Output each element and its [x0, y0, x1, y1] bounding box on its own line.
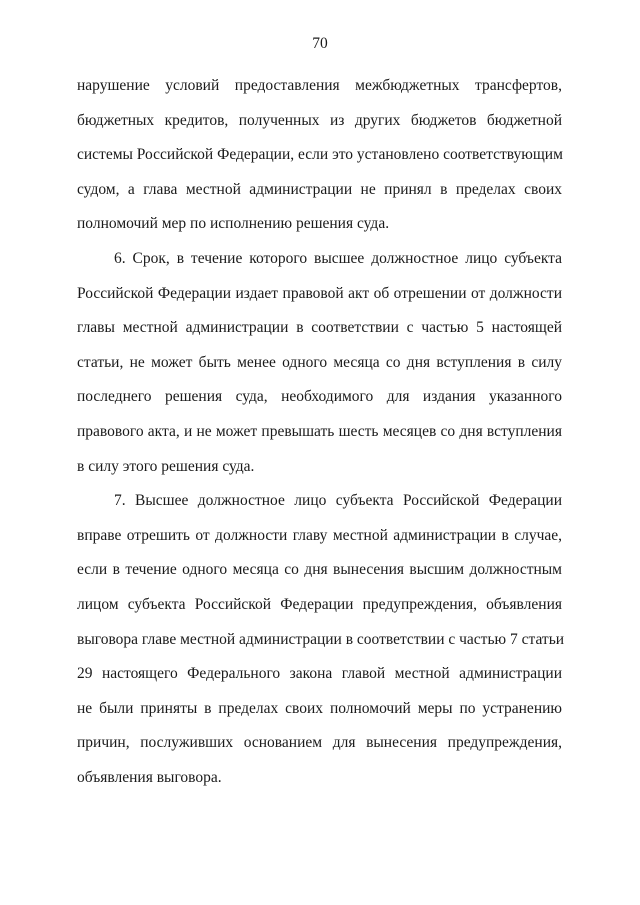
text-line: выговора главе местной администрации в соответствии с частью 7 статьи	[77, 630, 565, 648]
text-line: бюджетных кредитов, полученных из других бюджетов бюджетной	[77, 111, 562, 129]
text-line: системы Российской Федерации, если это установлено соответствующим	[77, 146, 563, 164]
text-line: статьи, не может быть менее одного месяца со дня вступления в силу	[77, 353, 562, 371]
document-body	[77, 69, 565, 795]
text-line: в силу этого решения суда.	[77, 457, 255, 475]
text-line: последнего решения суда, необходимого для издания указанного	[77, 388, 562, 406]
text-line: 7. Высшее должностное лицо субъекта Российской Федерации	[114, 492, 562, 510]
text-line: нарушение условий предоставления межбюджетных трансфертов,	[77, 77, 562, 94]
text-line: причин, послуживших основанием для вынесения предупреждения,	[77, 734, 562, 752]
text-line: если в течение одного месяца со дня вынесения высшим должностным	[77, 561, 562, 579]
text-line: правового акта, и не может превышать шесть месяцев со дня вступления	[77, 422, 562, 440]
text-line: судом, а глава местной администрации не принял в пределах своих	[77, 180, 562, 198]
text-line: вправе отрешить от должности главу местной администрации в случае,	[77, 526, 562, 544]
paragraph-3	[77, 484, 565, 795]
text-line: Российской Федерации издает правовой акт об отрешении от должности	[77, 284, 562, 302]
page-number: 70	[312, 35, 328, 52]
text-line: 29 настоящего Федерального закона главой местной администрации	[77, 665, 562, 683]
text-line: объявления выговора.	[77, 768, 222, 786]
text-line: не были приняты в пределах своих полномочий меры по устранению	[77, 699, 562, 717]
text-line: полномочий мер по исполнению решения суда.	[77, 215, 390, 233]
paragraph-1	[77, 69, 562, 242]
text-line: главы местной администрации в соответствии с частью 5 настоящей	[77, 319, 562, 337]
paragraph-2	[77, 242, 562, 484]
text-line: 6. Срок, в течение которого высшее должностное лицо субъекта	[114, 249, 562, 267]
text-line: лицом субъекта Российской Федерации предупреждения, объявления	[77, 595, 562, 613]
